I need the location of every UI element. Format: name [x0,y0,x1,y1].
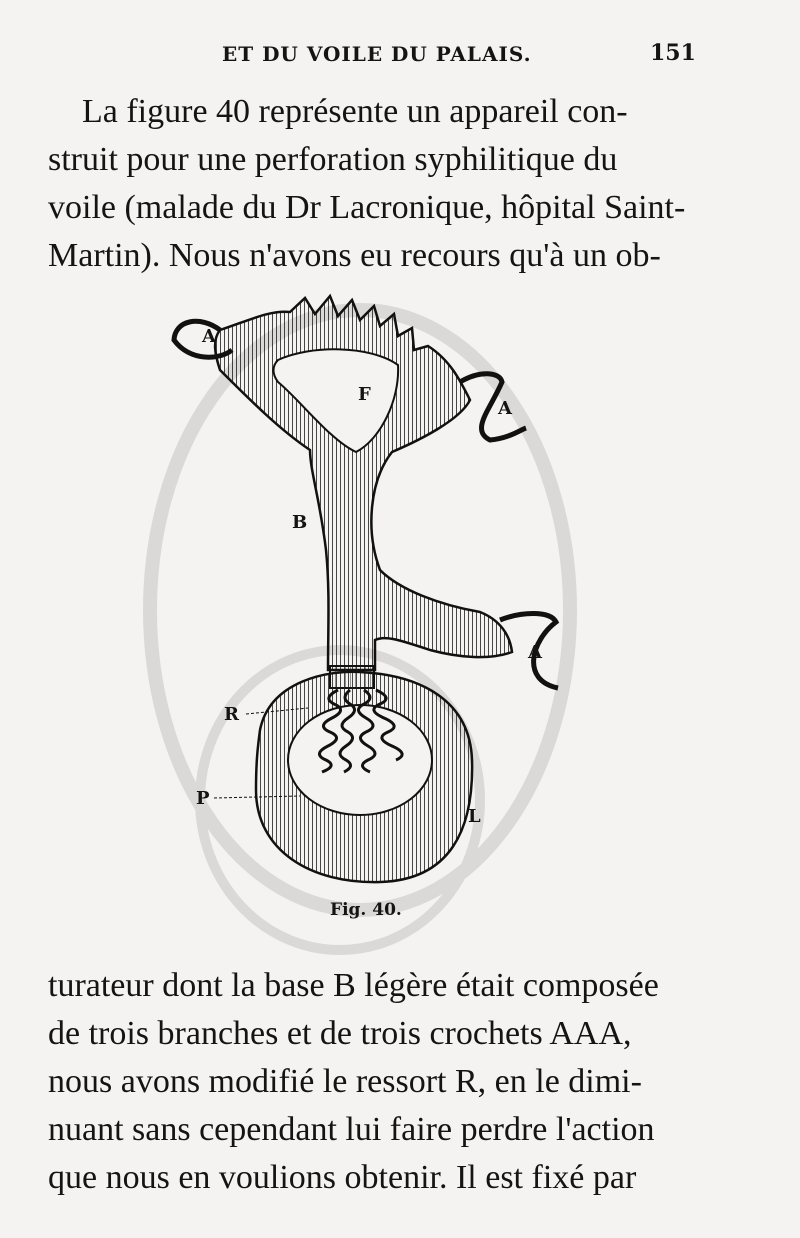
obturator-illustration [160,290,600,930]
bottom-paragraph [48,962,748,1202]
running-header [0,38,800,78]
text-line: que nous en voulions obtenir. Il est fixé par [48,1159,637,1196]
text-line: La figure 40 représente un appareil con- [82,93,628,130]
page-number: 151 [650,40,696,66]
text-line: struit pour une perforation syphilitique du [48,141,618,178]
text-line: voile (malade du Dr Lacronique, hôpital Saint- [48,189,686,226]
label-l: L [468,806,481,827]
figure-caption: Fig. 40. [330,900,402,920]
hook-a-right-top [460,374,526,440]
text-line: turateur dont la base B légère était composée [48,967,659,1004]
running-title: ET DU VOILE DU PALAIS. [222,42,532,66]
label-a-left: A [202,326,216,347]
text-line: de trois branches et de trois crochets AAA, [48,1015,632,1052]
label-r: R [224,704,239,725]
top-paragraph [48,88,748,280]
text-line: nous avons modifié le ressort R, en le dimi- [48,1063,642,1100]
text-line: nuant sans cependant lui faire perdre l'action [48,1111,655,1148]
label-a-right-top: A [498,398,512,419]
label-b: B [292,512,308,533]
text-line: Martin). Nous n'avons eu recours qu'à un ob- [48,237,661,274]
label-f: F [358,384,371,405]
bulb-cavity [288,705,432,815]
label-a-right-bottom: A [528,642,542,663]
label-p: P [196,788,210,809]
